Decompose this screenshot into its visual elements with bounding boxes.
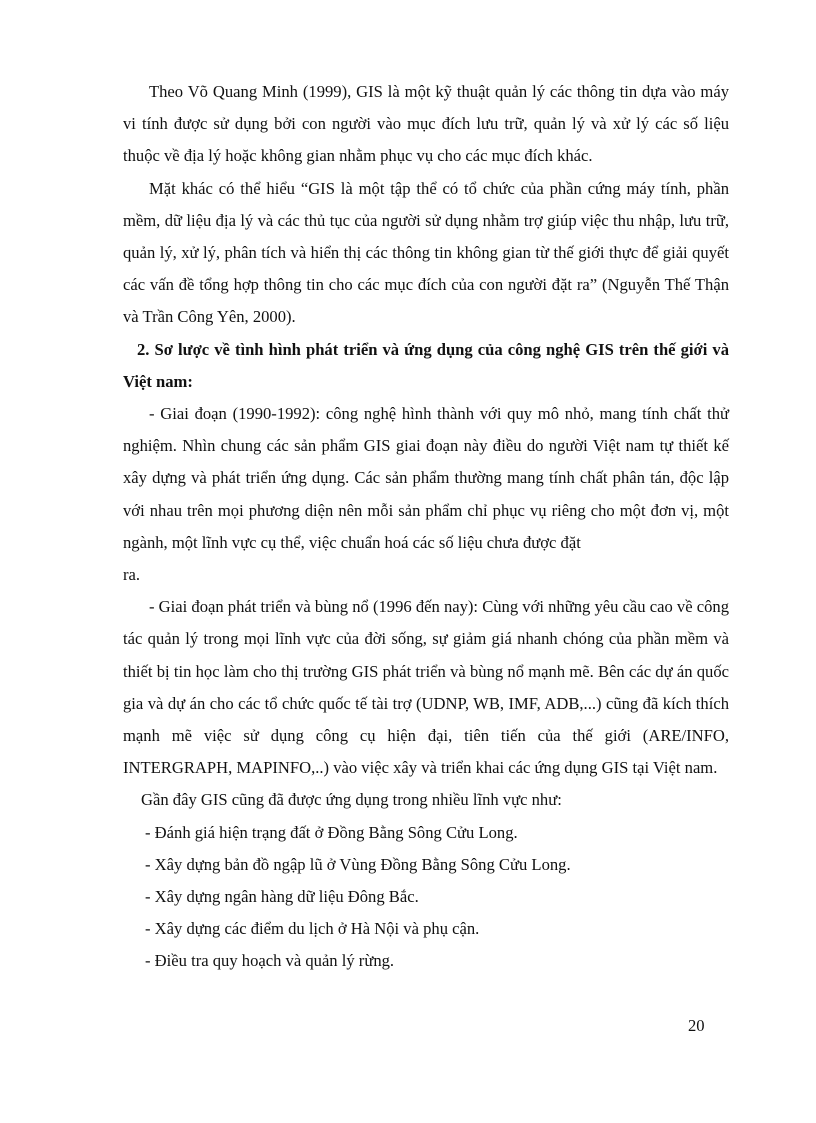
section-heading: 2. Sơ lược về tình hình phát triển và ứng dụng của công nghệ GIS trên thế giới và Việt nam: xyxy=(123,339,729,391)
list-item: - Đánh giá hiện trạng đất ở Đồng Bằng Sông Cửu Long. xyxy=(145,822,518,842)
phase-2-paragraph: - Giai đoạn phát triển và bùng nổ (1996 đến nay): Cùng với những yêu cầu cao về công tác quản lý trong mọi lĩnh vực của đời sống, sự giảm giá nhanh chóng của phần mềm và thiết bị tin học làm cho thị trường GIS phát triển và bùng nổ mạnh mẽ. Bên các dự án quốc gia và dự án cho các tổ chức quốc tế tài trợ (UDNP, WB, IMF, ADB,...) cũng đã kích thích mạnh mẽ việc sử dụng công cụ hiện đại, tiên tiến của thế giới (ARE/INFO, INTERGRAPH, MAPINFO,..) vào việc xây và triển khai các ứng dụng GIS tại Việt nam. xyxy=(123,597,729,778)
list-item: - Xây dựng ngân hàng dữ liệu Đông Bắc. xyxy=(145,887,419,907)
list-item: - Xây dựng bản đồ ngập lũ ở Vùng Đồng Bằng Sông Cửu Long. xyxy=(145,854,571,874)
applications-intro: Gần đây GIS cũng đã được ứng dụng trong nhiều lĩnh vực như: xyxy=(141,790,562,810)
list-item: - Xây dựng các điểm du lịch ở Hà Nội và phụ cận. xyxy=(145,919,480,939)
alternative-definition-paragraph: Mặt khác có thể hiểu “GIS là một tập thể có tổ chức của phần cứng máy tính, phần mềm, dữ liệu địa lý và các thủ tục của người sử dụng nhằm trợ giúp việc thu nhập, lưu trữ, quản lý, xử lý, phân tích và hiển thị các thông tin không gian từ thế giới thực để giải quyết các vấn đề tổng hợp thông tin cho các mục đích của con người đặt ra” (Nguyễn Thế Thận và Trần Công Yên, 2000). xyxy=(123,178,729,327)
page-number: 20 xyxy=(688,1016,705,1035)
phase-1-tail: ra. xyxy=(123,565,141,585)
phase-1-paragraph: - Giai đoạn (1990-1992): công nghệ hình thành với quy mô nhỏ, mang tính chất thử nghiệm. Nhìn chung các sản phẩm GIS giai đoạn này điều do người Việt nam tự thiết kế xây dựng và phát triển ứng dụng. Các sản phẩm thường mang tính chất phân tán, độc lập với nhau trên mọi phương diện nên mỗi sản phẩm chỉ phục vụ riêng cho một đơn vị, một ngành, một lĩnh vực cụ thể, việc chuẩn hoá các số liệu chưa được đặt xyxy=(123,404,729,552)
applications-list xyxy=(123,817,729,978)
list-item: - Điều tra quy hoạch và quản lý rừng. xyxy=(145,951,395,971)
document-page xyxy=(123,76,729,978)
definition-paragraph: Theo Võ Quang Minh (1999), GIS là một kỹ thuật quản lý các thông tin dựa vào máy vi tính được sử dụng bởi con người vào mục đích lưu trữ, quản lý và xử lý các số liệu thuộc về địa lý hoặc không gian nhằm phục vụ cho các mục đích khác. xyxy=(123,82,729,166)
